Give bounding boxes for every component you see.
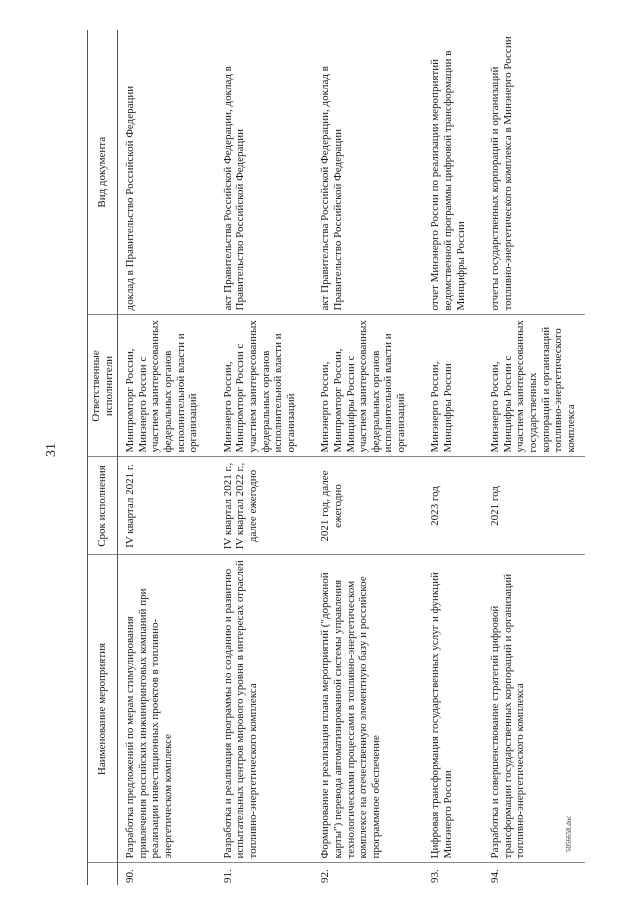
measures-table <box>87 30 585 885</box>
table-row <box>475 30 585 885</box>
deadline: IV квартал 2021 г., IV квартал 2022 г., далее ежегодно <box>208 457 306 555</box>
executors: Минэнерго России, Минцифры России <box>415 315 475 457</box>
doc-type: акт Правительства Российской Федерации, доклад в Правительство Российской Федерации <box>305 30 415 315</box>
header-doc-type: Вид документа <box>88 30 118 315</box>
executors: Минэнерго России, Минцифры России с участием заинтересованных государственных корпораций и организаций топливно-энергетического комплекса <box>475 315 585 457</box>
row-number: 93. <box>429 869 442 883</box>
table-row <box>415 30 475 885</box>
executors: Минэнерго России, Минпромторг России с участием заинтересованных федеральных органов исполнительной власти и организаций <box>208 315 306 457</box>
measure-name: Разработка и совершенствование стратегий цифровой трансформации государственных корпораций и организаций топливно-энергетического комплекса <box>475 555 585 863</box>
doc-type: отчет Минэнерго России по реализации мероприятий ведомственной программы цифровой трансформации в Минцифры России <box>415 30 475 315</box>
table-row <box>118 30 208 885</box>
table-row <box>305 30 415 885</box>
doc-type: отчеты государственных корпораций и организаций топливно-энергетического комплекса в Минэнерго России <box>475 30 585 315</box>
footer-file-code: 5056658.doc <box>565 815 573 852</box>
header-num <box>88 863 118 885</box>
deadline: 2021 год, далее ежегодно <box>305 457 415 555</box>
row-number: 91. <box>221 869 234 883</box>
row-number: 90. <box>124 869 137 883</box>
rotated-page-content <box>87 30 627 885</box>
header-executors: Ответственные исполнители <box>88 315 118 457</box>
executors: Минэнерго России, Минпромторг России, Минцифры России с участием заинтересованных федеральных органов исполнительной власти и организаций <box>305 315 415 457</box>
measure-name: Разработка предложений по мерам стимулирования привлечения российских инжиниринговых компаний при реализации инвестиционных проектов в топливно-энергетическом комплексе <box>118 555 208 863</box>
measure-name: Цифровая трансформация государственных услуг и функций Минэнерго России <box>415 555 475 863</box>
doc-type: акт Правительства Российской Федерации, доклад в Правительство Российской Федерации <box>208 30 306 315</box>
row-number: 92. <box>319 869 332 883</box>
deadline: 2023 год <box>415 457 475 555</box>
page-number: 31 <box>44 443 59 457</box>
deadline: IV квартал 2021 г. <box>118 457 208 555</box>
table-header-row <box>88 30 118 885</box>
header-deadline: Срок исполнения <box>88 457 118 555</box>
header-name: Наименование мероприятия <box>88 555 118 863</box>
measure-name: Разработка и реализация программы по созданию и развитию испытательных центров мирового уровня в интересах отраслей топливно-энергетического комплекса <box>208 555 306 863</box>
measure-name: Формирование и реализация плана мероприятий ("дорожной карты") перевода автоматизированной системы управления технологическими процессами в топливно-энергетическом комплексе на отечественную элементную базу и российское программное обеспечение <box>305 555 415 863</box>
table-row <box>208 30 306 885</box>
row-number: 94. <box>489 869 502 883</box>
doc-type: доклад в Правительство Российской Федерации <box>118 30 208 315</box>
deadline: 2021 год <box>475 457 585 555</box>
executors: Минпромторг России, Минэнерго России с участием заинтересованных федеральных органов исполнительной власти и организаций <box>118 315 208 457</box>
